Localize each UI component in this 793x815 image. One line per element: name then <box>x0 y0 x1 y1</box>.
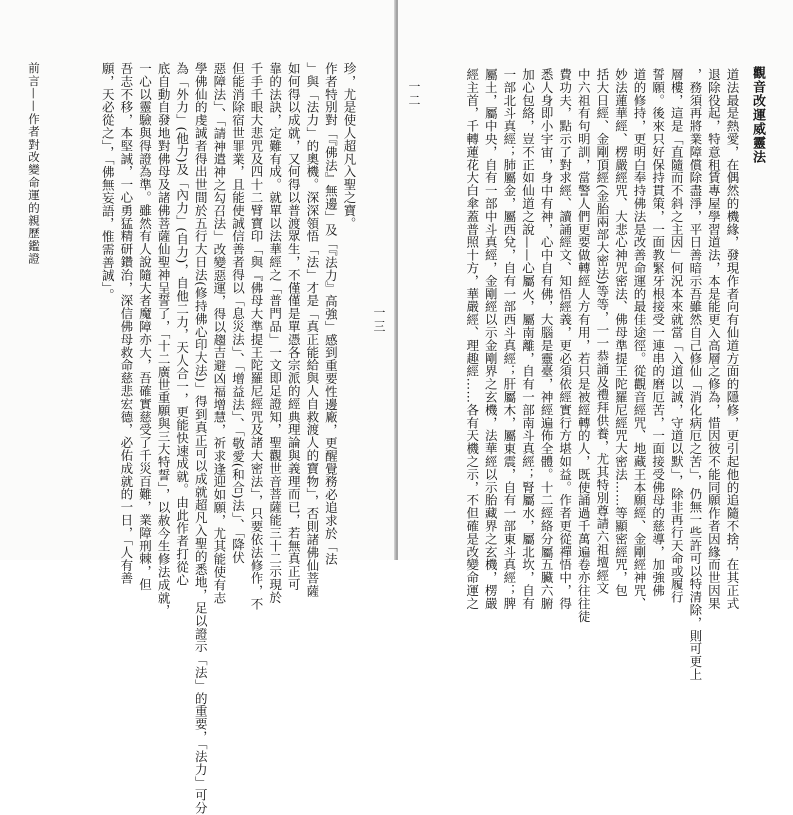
right-page-body <box>462 68 741 681</box>
text-line: 珍，尤是使人超凡入聖之寶。 <box>342 62 357 230</box>
text-line: 靠的法訣，定難有成。就單以法華經之「普門品」一文即足證知，聖觀世音菩薩能三十二示現於 <box>267 62 283 604</box>
text-line: 惡障法」、「請神遣神之勾召法」改變惡運，得以趨吉避凶福增慧，祈求逢迎如願，尤其能使有志 <box>211 62 227 605</box>
text-line: 吾志不移，本堅誠，一心勇猛精研鑽治，深信佛母救命慈悲宏德，必佑成就的一日，「人有善 <box>118 62 134 585</box>
text-line: 括大日經、金剛頂經(金胎兩部大密法)等等，一一恭誦及禮拜供養，尤其特別尊請六祖壇經文 <box>594 68 610 595</box>
text-line: 為「外力」(他力)及「內力」(自力)，自他二力，天人合一，更能快速成就。由此作者打從心 <box>174 62 190 587</box>
text-line: 經主首，千轉蓮花大白傘蓋普照十方，華嚴經、理趣經……各有天機之示，不但確是改變命運之 <box>464 68 480 610</box>
text-line: 一心以靈驗與得證為準。雖然有人說隨大者魔障亦大，吾確實慈受了千災百難，業障刑棘，但 <box>137 62 153 591</box>
text-line: 一部北斗真經；肺屬金，屬西兌，自有一部西斗真經；肝屬木，屬東震，自有一部東斗真經；脾 <box>501 68 517 610</box>
text-line: 屬土，屬中央，自有一部中斗真經，金剛經以示金剛界之玄機，法華經以示胎藏界之玄機，楞嚴 <box>483 68 499 610</box>
text-line: 千手千眼大悲咒及四十二臂寶印「與『佛母大準提王陀羅尼經咒及諸大密法」，只要依法修作，不 <box>249 62 265 611</box>
right-page <box>398 0 793 681</box>
text-line: 作者特別對「『佛法』無邊」及「『法力』高強」感到重要性邊廠，更醒覺務必追求於「法 <box>323 62 339 566</box>
text-line: 悉人身即小宇宙，身中有神，心中自有佛，大腦是靈臺，神經遍佈全體。十二經絡分屬五臟六腑 <box>539 68 555 610</box>
text-line: 道的修持，更明白奉持佛法是改善命運的最佳途徑。從觀音經咒、地藏王本願經、金剛經神咒、 <box>632 68 648 610</box>
text-line: 妙法蓮華經、楞嚴經咒、大悲心神咒密法、佛母準提王陀羅尼經咒大密法……等顯密經咒，包 <box>613 68 629 597</box>
text-line: ，務須再將業障償除盡淨，平日善暗示吾雖然自己修仙「消化病厄之苦」，仍無一些許可以特清除，則可更上 <box>687 68 703 681</box>
text-line: 」與「法力」的奧機。深深領悟「法」才是「真正能給與人自救渡人的寶物」，否則諸佛仙菩薩 <box>304 62 320 598</box>
page-number: 一二 <box>407 80 421 108</box>
left-page-body <box>98 62 358 815</box>
text-line: 退除役起，特意租賃專屋學習道法，本是能更入高層之修為，惜因彼不能同願作者因緣而世因果 <box>706 68 722 610</box>
text-line: 但能消除宿世罪業，且能使誠信善者得以「息災法」、「增益法」、「敬愛(和合)法」、「降伏 <box>230 62 246 564</box>
text-line: 層樓，這是「直隨而不斜之主因」何況本來就當「入道以誠，守道以默」，除非再行天命或履行 <box>669 68 685 604</box>
text-line: 學佛仙的虔誠者得出世間於五行大日法(修持佛心印大法)」得到真正可以成就超凡入聖的悉地，足以證示「法」的重要，「法力」可分 <box>193 62 209 815</box>
page-number: 一三 <box>372 306 386 334</box>
page-title: 觀音改運威靈法 <box>750 66 765 164</box>
text-line: 道法最是熱愛，在偶然的機緣，發現作者向有仙道方面的隱修，更引起他的追隨不捨，在其正式 <box>725 68 740 610</box>
text-line: 加心包絡，豈不正如仙道之說——心屬火，屬南離，自有一部南斗真經；腎屬水，屬北坎，自有 <box>520 68 536 610</box>
text-line: 費功夫，點示了對求經、讀誦經文、知悟經義，更必須依經實行方堪如益。作者更從禪悟中，得 <box>557 68 573 610</box>
text-line: 如何得以成就，又何得以普渡眾生，不僅僅是單憑各宗派的經典理論與義理而已，若無真正可 <box>286 62 302 591</box>
text-line: 誓願。後來只好保持貫策，一面教緊牙根接受一連串的磨厄苦，一面接受佛母的慈導，加強佛 <box>650 68 666 597</box>
running-footer: 前言——作者對改變命運的親歷鑑證 <box>27 62 41 266</box>
left-page <box>0 0 396 815</box>
text-line: 底自動自發地對佛母及諸佛菩薩仙聖神呈誓了，「十二廣世重願與三大特誓」，以赦今生修法成就， <box>156 62 172 618</box>
text-line: 中六祖有句明訓，當警人們更要做轉經人方有用，若只是被經轉的人，既使誦過千萬遍卷亦往往徒 <box>576 68 592 623</box>
text-line: 願，天必從之」，「佛無妄語，惟需善誠」。 <box>100 62 116 302</box>
